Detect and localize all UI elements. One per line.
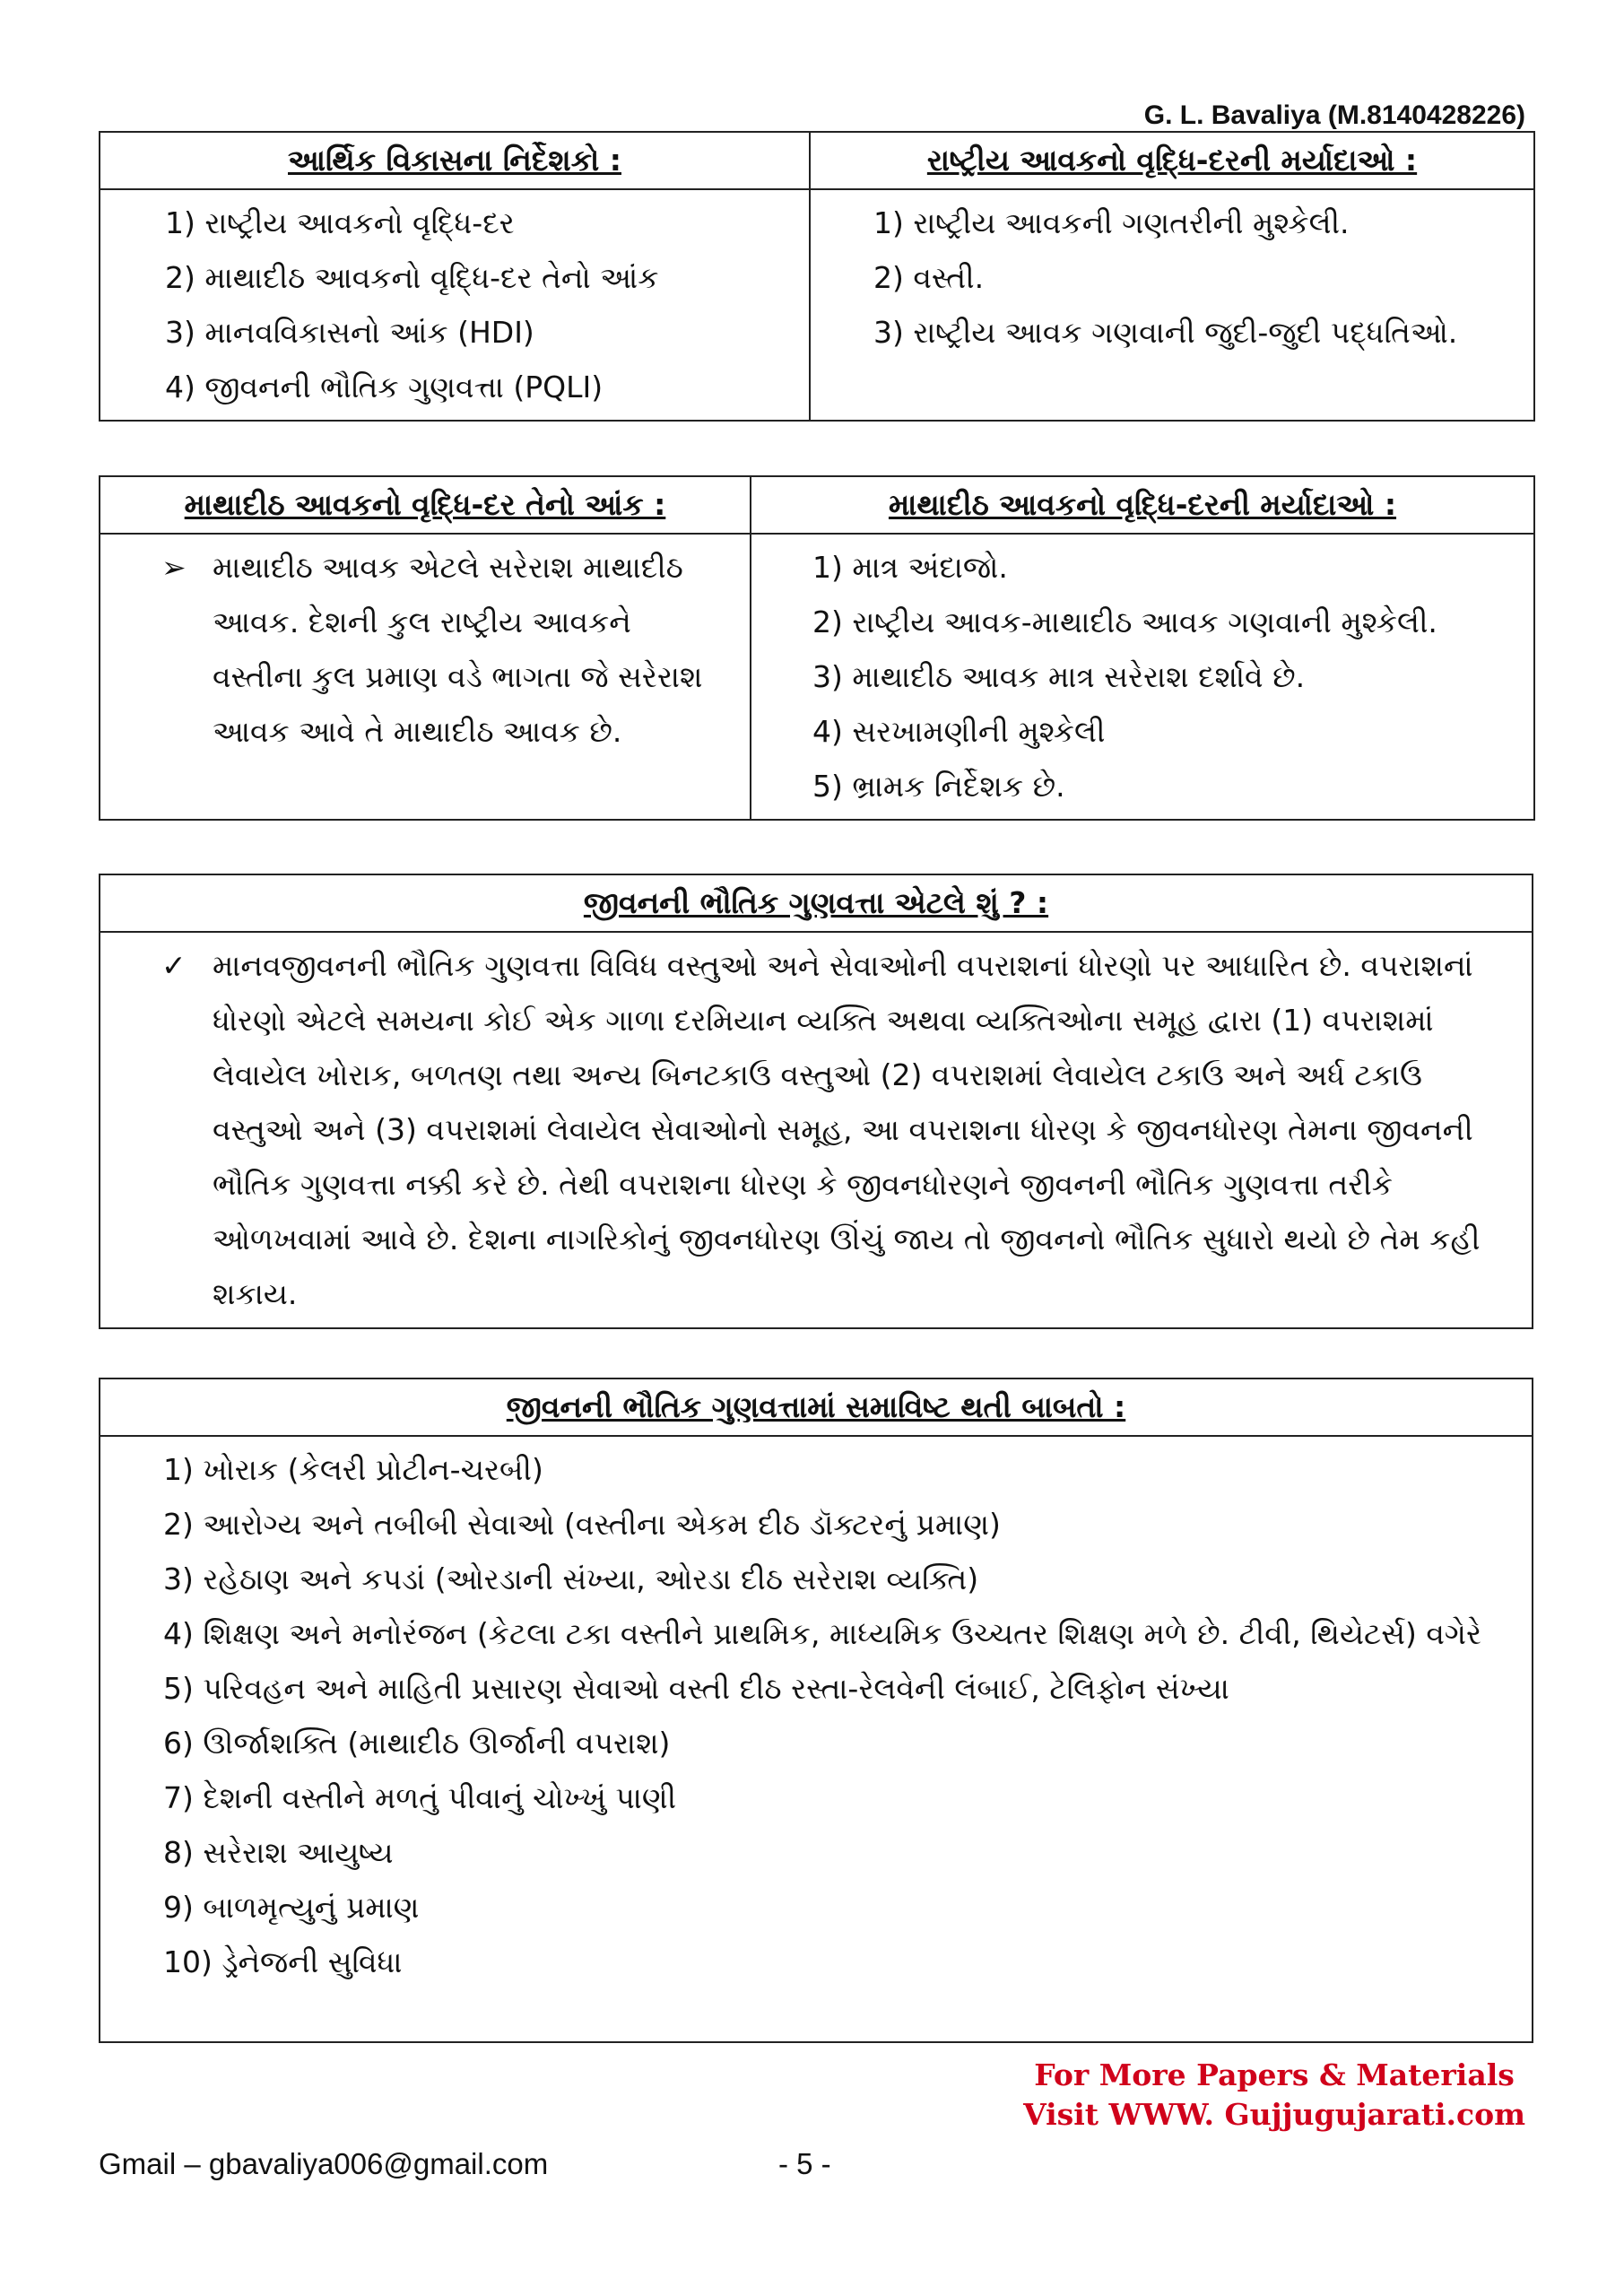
- per-capita-income-title: માથાદીઠ આવકનો વૃદ્ધિ-દર તેનો આંક :: [100, 476, 751, 534]
- list-item: 2) રાષ્ટ્રીય આવક-માથાદીઠ આવક ગણવાની મુશ્કેલી.: [812, 604, 1437, 639]
- list-item: 8) સરેરાશ આયુષ્ય: [163, 1835, 394, 1870]
- arrow-bullet-icon: ➢: [161, 550, 187, 585]
- list-item: 10) ડ્રેનેજની સુવિધા: [163, 1944, 403, 1979]
- list-item: 5) પરિવહન અને માહિતી પ્રસારણ સેવાઓ વસ્તી દીઠ રસ્તા-રેલવેની લંબાઈ, ટેલિફોન સંખ્યા: [163, 1671, 1229, 1706]
- promo-website-link[interactable]: Visit WWW. Gujjugujarati.com: [1023, 2097, 1525, 2132]
- list-item: 1) માત્ર અંદાજો.: [812, 550, 1008, 585]
- list-item: 2) વસ્તી.: [873, 260, 985, 295]
- per-capita-limits-list: [751, 540, 1533, 813]
- list-item: 2) આરોગ્ય અને તબીબી સેવાઓ (વસ્તીના એકમ દીઠ ડૉક્ટરનું પ્રમાણ): [163, 1507, 1001, 1542]
- pqli-components-list: [100, 1442, 1532, 1989]
- indicators-title: આર્થિક વિકાસના નિર્દેશકો :: [100, 132, 810, 189]
- pqli-components-title: જીવનની ભૌતિક ગુણવત્તામાં સમાવિષ્ટ થતી બાબતો :: [100, 1378, 1533, 1436]
- per-capita-definition-text: માથાદીઠ આવક એટલે સરેરાશ માથાદીઠ આવક. દેશની કુલ રાષ્ટ્રીય આવકને વસ્તીના કુલ પ્રમાણ વડે ભાગતા જે સરેરાશ આવક આવે તે માથાદીઠ આવક છે.: [213, 550, 703, 749]
- list-item: 4) સરખામણીની મુશ્કેલી: [812, 714, 1106, 749]
- list-item: 1) ખોરાક (કેલરી પ્રોટીન-ચરબી): [163, 1452, 543, 1487]
- promo-text: [1023, 2056, 1525, 2135]
- national-income-limits-list: [811, 196, 1533, 360]
- list-item: 7) દેશની વસ્તીને મળતું પીવાનું ચોખ્ખું પાણી: [163, 1780, 677, 1815]
- list-item: 1) રાષ્ટ્રીય આવકની ગણતરીની મુશ્કેલી.: [873, 205, 1350, 240]
- author-header: G. L. Bavaliya (M.8140428226): [1143, 100, 1525, 130]
- pqli-definition-title: જીવનની ભૌતિક ગુણવત્તા એટલે શું ? :: [100, 874, 1533, 932]
- promo-line-1: For More Papers & Materials: [1034, 2057, 1515, 2092]
- page-number: - 5 -: [778, 2147, 831, 2180]
- per-capita-limits-title: માથાદીઠ આવકનો વૃદ્ધિ-દરની મર્યાદાઓ :: [751, 476, 1534, 534]
- list-item: 3) માનવવિકાસનો આંક (HDI): [165, 315, 534, 350]
- pqli-definition: [100, 938, 1532, 1321]
- list-item: 9) બાળમૃત્યુનું પ્રમાણ: [163, 1890, 420, 1925]
- development-indicators-table: [99, 131, 1535, 422]
- per-capita-income-table: [99, 475, 1535, 821]
- check-bullet-icon: ✓: [161, 948, 187, 983]
- pqli-definition-text: માનવજીવનની ભૌતિક ગુણવત્તા વિવિધ વસ્તુઓ અને સેવાઓની વપરાશનાં ધોરણો પર આધારિત છે. વપરાશનાં ધોરણો એટલે સમયના કોઈ એક ગાળા દરમિયાન વ્યક્તિ અથવા વ્યક્તિઓના સમૂહ દ્વારા (1) વપરાશમાં લેવાયેલ ખોરાક, બળતણ તથા અન્ય બિનટકાઉ વસ્તુઓ (2) વપરાશમાં લેવાયેલ ટકાઉ અને અર્ધ ટકાઉ વસ્તુઓ અને (3) વપરાશમાં લેવાયેલ સેવાઓનો સમૂહ, આ વપરાશના ધોરણ કે જીવનધોરણ તેમના જીવનની ભૌતિક ગુણવત્તા નક્કી કરે છે. તેથી વપરાશના ધોરણ કે જીવનધોરણને જીવનની ભૌતિક ગુણવત્તા તરીકે ઓળખવામાં આવે છે. દેશના નાગરિકોનું જીવનધોરણ ઊંચું જાય તો જીવનનો ભૌતિક સુધારો થયો છે તેમ કહી શકાય.: [213, 948, 1481, 1311]
- indicators-list: [100, 196, 809, 414]
- list-item: 3) માથાદીઠ આવક માત્ર સરેરાશ દર્શાવે છે.: [812, 659, 1306, 694]
- list-item: 4) શિક્ષણ અને મનોરંજન (કેટલા ટકા વસ્તીને પ્રાથમિક, માધ્યમિક ઉચ્ચતર શિક્ષણ મળે છે. ટીવી, થિયેટર્સ) વગેરે: [163, 1616, 1482, 1651]
- pqli-components-table: [99, 1378, 1533, 2043]
- list-item: 1) રાષ્ટ્રીય આવકનો વૃદ્ધિ-દર: [165, 205, 515, 240]
- list-item: 5) ભ્રામક નિર્દેશક છે.: [812, 769, 1065, 804]
- list-item: 3) રહેઠાણ અને કપડાં (ઓરડાની સંખ્યા, ઓરડા દીઠ સરેરાશ વ્યક્તિ): [163, 1561, 979, 1596]
- list-item: 2) માથાદીઠ આવકનો વૃદ્ધિ-દર તેનો આંક: [165, 260, 659, 295]
- list-item: 4) જીવનની ભૌતિક ગુણવત્તા (PQLI): [165, 370, 604, 404]
- pqli-definition-table: [99, 874, 1533, 1329]
- footer-email: Gmail – gbavaliya006@gmail.com: [99, 2147, 549, 2180]
- list-item: 3) રાષ્ટ્રીય આવક ગણવાની જુદી-જુદી પદ્ધતિઓ.: [873, 315, 1458, 350]
- list-item: 6) ઊર્જાશક્તિ (માથાદીઠ ઊર્જાની વપરાશ): [163, 1726, 671, 1761]
- national-income-limits-title: રાષ્ટ્રીય આવકનો વૃદ્ધિ-દરની મર્યાદાઓ :: [810, 132, 1534, 189]
- per-capita-definition: [100, 540, 750, 759]
